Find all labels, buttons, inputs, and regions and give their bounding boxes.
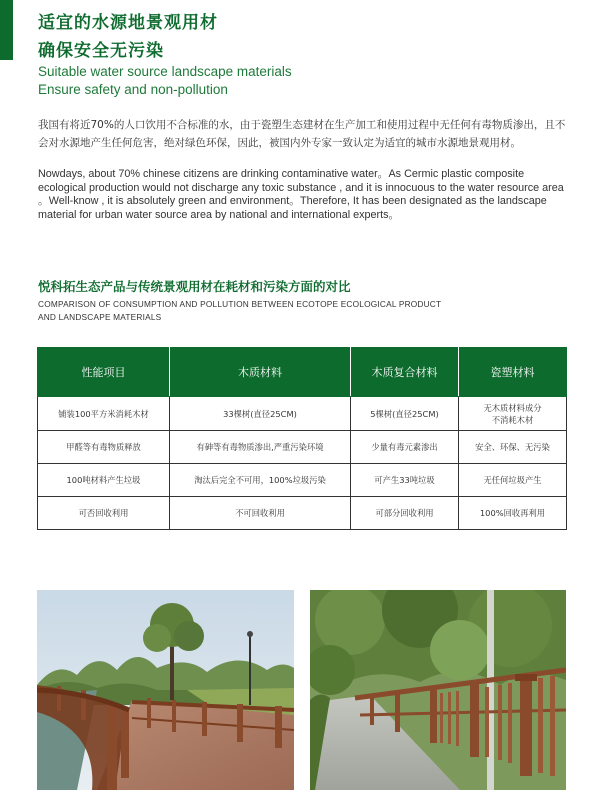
table-cell: 少量有毒元素渗出 [351,431,459,464]
accent-bar [0,0,13,60]
table-cell: 有砷等有毒物质渗出,严重污染环境 [170,431,351,464]
table-cell: 100%回收再利用 [459,497,567,530]
table-cell: 可部分回收利用 [351,497,459,530]
comparison-subtitle: COMPARISON OF CONSUMPTION AND POLLUTION BETWEEN ECOTOPE ECOLOGICAL PRODUCT AND LANDSCAPE MATERIALS [38,299,442,322]
title-cn-line1: 适宜的水源地景观用材 [38,13,218,33]
title-en-line2: Ensure safety and non-pollution [38,82,228,97]
table-row [38,397,567,431]
table-cell: 甲醛等有毒物质释放 [38,431,170,464]
table-cell: 5棵树(直径25CM) [351,397,459,431]
intro-paragraph-en: Nowdays, about 70% chinese citizens are drinking contaminative water。As Cermic plastic composite ecological production would not discharge any toxic substance , and it is innocuous to the water resource area 。Well-know , it is absolutely green and environment。Therefore, It has been designated as the landscape material for urban water source area by national and international experts。 [38,168,564,221]
comparison-table [37,347,567,530]
photo-forest-path [310,590,566,790]
title-en-line1: Suitable water source landscape materials [38,64,292,79]
header-cell: 木质材料 [170,348,351,397]
table-cell: 淘汰后完全不可用，100%垃圾污染 [170,464,351,497]
title-cn-line2: 确保安全无污染 [38,41,164,61]
table-cell: 不可回收利用 [170,497,351,530]
photo-lakeside-boardwalk [37,590,294,790]
table-cell: 无任何垃圾产生 [459,464,567,497]
header-cell: 木质复合材料 [351,348,459,397]
table-cell: 铺装100平方米消耗木材 [38,397,170,431]
table-row [38,431,567,464]
intro-paragraph-cn: 我国有将近70%的人口饮用不合标准的水，由于瓷塑生态建材在生产加工和使用过程中无任何有毒物质渗出，且不会对水源地产生任何危害，绝对绿色环保，因此，被国内外专家一致认定为适宜的城市水源地景观用材。 [38,119,566,149]
table-header-row [38,348,567,397]
header-cell: 瓷塑材料 [459,348,567,397]
table-row [38,497,567,530]
table-cell: 100吨材料产生垃圾 [38,464,170,497]
table-cell: 33棵树(直径25CM) [170,397,351,431]
table-row [38,464,567,497]
table-cell: 可产生33吨垃圾 [351,464,459,497]
table-cell: 可否回收利用 [38,497,170,530]
header-cell: 性能项目 [38,348,170,397]
table-cell: 安全、环保、无污染 [459,431,567,464]
table-cell: 无木质材料成分 不消耗木材 [459,397,567,431]
comparison-title: 悦科拓生态产品与传统景观用材在耗材和污染方面的对比 [38,279,351,294]
